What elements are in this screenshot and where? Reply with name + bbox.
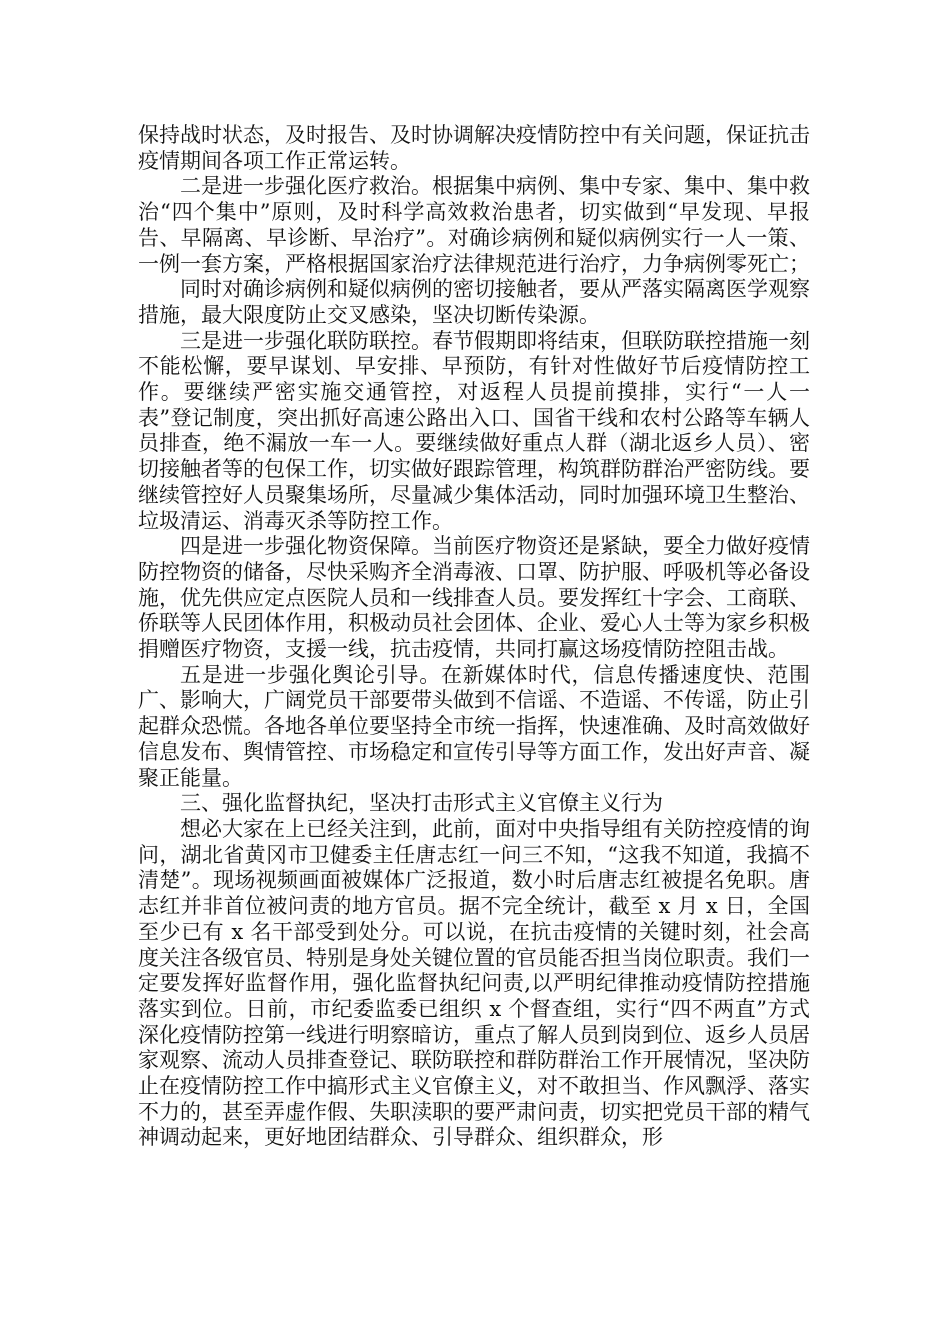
paragraph-5: 四是进一步强化物资保障。当前医疗物资还是紧缺，要全力做好疫情防控物资的储备，尽快采购齐全消毒液、口罩、防护服、呼吸机等必备设施，优先供应定点医院人员和一线排查人员。要发挥红十字会、工商联、侨联等人民团体作用，积极动员社会团体、企业、爱心人士等为家乡积极捐赠医疗物资，支援一线，抗击疫情，共同打赢这场疫情防控阻击战。 <box>138 534 810 662</box>
paragraph-1: 保持战时状态，及时报告、及时协调解决疫情防控中有关问题，保证抗击疫情期间各项工作正常运转。 <box>138 123 810 173</box>
section-heading: 三、强化监督执纪，坚决打击形式主义官僚主义行为 <box>180 791 663 816</box>
paragraph-4: 三是进一步强化联防联控。春节假期即将结束，但联防联控措施一刻不能松懈，要早谋划、早安排、早预防，有针对性做好节后疫情防控工作。要继续严密实施交通管控，对返程人员提前摸排，实行“一人一表”登记制度，突出抓好高速公路出入口、国省干线和农村公路等车辆人员排查，绝不漏放一车一人。要继续做好重点人群（湖北返乡人员）、密切接触者等的包保工作，切实做好跟踪管理，构筑群防群治严密防线。要继续管控好人员聚集场所，尽量减少集体活动，同时加强环境卫生整治、垃圾清运、消毒灭杀等防控工作。 <box>138 328 810 533</box>
paragraph-6: 五是进一步强化舆论引导。在新媒体时代，信息传播速度快、范围广、影响大，广阔党员干部要带头做到不信谣、不造谣、不传谣，防止引起群众恐慌。各地各单位要坚持全市统一指挥，快速准确、及时高效做好信息发布、舆情管控、市场稳定和宣传引导等方面工作，发出好声音、凝聚正能量。 <box>138 662 810 790</box>
document-body <box>138 123 810 1151</box>
paragraph-2: 二是进一步强化医疗救治。根据集中病例、集中专家、集中、集中救治“四个集中”原则，及时科学高效救治患者，切实做到“早发现、早报告、早隔离、早诊断、早治疗”。对确诊病例和疑似病例实行一人一策、一例一套方案，严格根据国家治疗法律规范进行治疗，力争病例零死亡； <box>138 174 810 276</box>
paragraph-8: 想必大家在上已经关注到，此前，面对中央指导组有关防控疫情的询问，湖北省黄冈市卫健委主任唐志红一问三不知，“这我不知道，我搞不清楚”。现场视频画面被媒体广泛报道，数小时后唐志红被提名免职。唐志红并非首位被问责的地方官员。据不完全统计，截至 x 月 x 日，全国至少已有 x 名干部受到处分。可以说，在抗击疫情的关键时刻，社会高度关注各级官员、特别是身处关键位置的官员能否担当岗位职责。我们一定要发挥好监督作用，强化监督执纪问责,以严明纪律推动疫情防控措施落实到位。日前，市纪委监委已组织 x 个督查组，实行“四不两直”方式深化疫情防控第一线进行明察暗访，重点了解人员到岗到位、返乡人员居家观察、流动人员排查登记、联防联控和群防群治工作开展情况，坚决防止在疫情防控工作中搞形式主义官僚主义，对不敢担当、作风飘浮、落实不力的，甚至弄虚作假、失职渎职的要严肃问责，切实把党员干部的精气神调动起来，更好地团结群众、引导群众、组织群众，形 <box>138 816 810 1150</box>
paragraph-3: 同时对确诊病例和疑似病例的密切接触者，要从严落实隔离医学观察措施，最大限度防止交叉感染，坚决切断传染源。 <box>138 277 810 327</box>
